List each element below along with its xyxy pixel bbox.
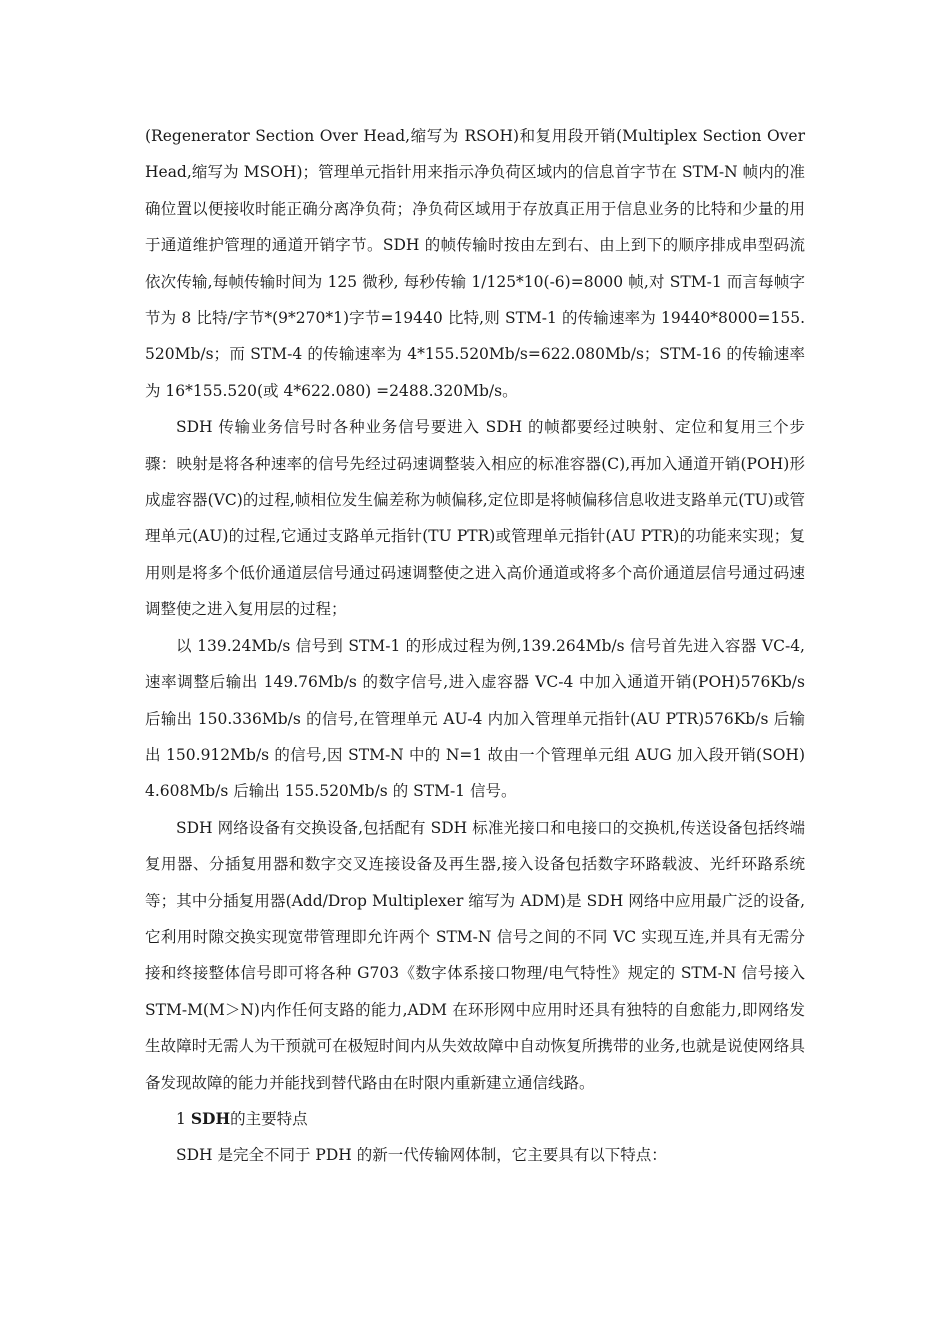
paragraph-stm1-example: 以 139.24Mb/s 信号到 STM-1 的形成过程为例,139.264Mb/s 信号首先进入容器 VC-4,速率调整后输出 149.76Mb/s 的数字信号,进入虚容器 VC-4 中加入通道开销(POH)576Kb/s 后输出 150.336Mb/s 的信号,在管理单元 AU-4 内加入管理单元指针(AU PTR)576Kb/s 后输出 150.912Mb/s 的信号,因 STM-N 中的 N=1 故由一个管理单元组 AUG 加入段开销(SOH)4.608Mb/s 后输出 155.520Mb/s 的 STM-1 信号。 bbox=[145, 636, 805, 801]
paragraph-intro: SDH 是完全不同于 PDH 的新一代传输网体制，它主要具有以下特点： bbox=[176, 1146, 667, 1165]
paragraph-mapping-steps: SDH 传输业务信号时各种业务信号要进入 SDH 的帧都要经过映射、定位和复用三个步骤：映射是将各种速率的信号先经过码速调整装入相应的标准容器(C),再加入通道开销(POH)形成虚容器(VC)的过程,帧相位发生偏差称为帧偏移,定位即是将帧偏移信息收进支路单元(TU)或管理单元(AU)的过程,它通过支路单元指针(TU PTR)或管理单元指针(AU PTR)的功能来实现；复用则是将多个低价通道层信号通过码速调整使之进入高价通道或将多个高价通道层信号通过码速调整使之进入复用层的过程； bbox=[145, 418, 805, 619]
section-title-bold: SDH bbox=[190, 1108, 231, 1128]
paragraph-frame-structure: (Regenerator Section Over Head,缩写为 RSOH)和复用段开销(Multiplex Section Over Head,缩写为 MSOH)；管理单元指针用来指示净负荷区域内的信息首字节在 STM-N 帧内的准确位置以便接收时能正确分离净负荷；净负荷区域用于存放真正用于信息业务的比特和少量的用于通道维护管理的通道开销字节。SDH 的帧传输时按由左到右、由上到下的顺序排成串型码流依次传输,每帧传输时间为 125 微秒, 每秒传输 1/125*10(-6)=8000 帧,对 STM-1 而言每帧字节为 8 比特/字节*(9*270*1)字节=19440 比特,则 STM-1 的传输速率为 19440*8000=155.520Mb/s；而 STM-4 的传输速率为 4*155.520Mb/s=622.080Mb/s；STM-16 的传输速率为 16*155.520(或 4*622.080) =2488.320Mb/s。 bbox=[145, 127, 805, 400]
paragraph-network-equipment: SDH 网络设备有交换设备,包括配有 SDH 标准光接口和电接口的交换机,传送设备包括终端复用器、分插复用器和数字交叉连接设备及再生器,接入设备包括数字环路载波、光纤环路系统等；其中分插复用器(Add/Drop Multiplexer 缩写为 ADM)是 SDH 网络中应用最广泛的设备,它利用时隙交换实现宽带管理即允许两个 STM-N 信号之间的不同 VC 实现互连,并具有无需分接和终接整体信号即可将各种 G703《数字体系接口物理/电气特性》规定的 STM-N 信号接入 STM-M(M＞N)内作任何支路的能力,ADM 在环形网中应用时还具有独特的自愈能力,即网络发生故障时无需人为干预就可在极短时间内从失效故障中自动恢复所携带的业务,也就是说使网络具备发现故障的能力并能找到替代路由在时限内重新建立通信线路。 bbox=[145, 818, 805, 1092]
section-heading bbox=[145, 1101, 805, 1137]
section-title-rest: 的主要特点 bbox=[230, 1109, 308, 1128]
section-number: 1 bbox=[176, 1109, 186, 1128]
document-body bbox=[145, 118, 805, 1174]
